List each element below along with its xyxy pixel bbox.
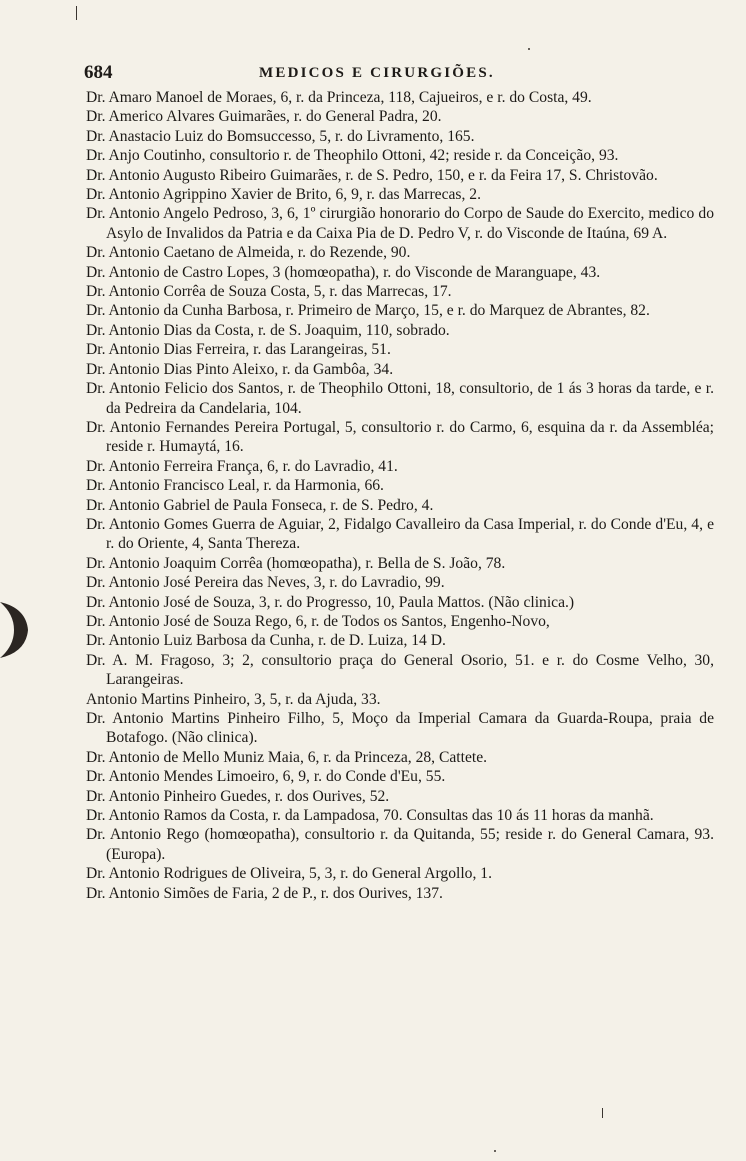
directory-entry: Dr. Antonio Fernandes Pereira Portugal, 5, consultorio r. do Carmo, 6, esquina da r. da Assembléa; reside r. Humaytá, 16. [86,418,714,456]
page-number: 684 [84,62,113,83]
directory-entry: Dr. Antonio Ramos da Costa, r. da Lampadosa, 70. Consultas das 10 ás 11 horas da manhã. [86,807,654,825]
directory-entry: Dr. Antonio Francisco Leal, r. da Harmonia, 66. [86,477,384,495]
directory-entry: Dr. Antonio Dias Pinto Aleixo, r. da Gambôa, 34. [86,360,394,378]
directory-entry: Dr. Antonio Caetano de Almeida, r. do Rezende, 90. [86,244,411,262]
directory-entry: Dr. Antonio Rodrigues de Oliveira, 5, 3, r. do General Argollo, 1. [86,865,492,883]
directory-entry: Dr. Antonio Augusto Ribeiro Guimarães, r. de S. Pedro, 150, e r. da Feira 17, S. Christovão. [86,166,658,184]
directory-entry: Antonio Martins Pinheiro, 3, 5, r. da Ajuda, 33. [86,690,381,708]
directory-entry: Dr. A. M. Fragoso, 3; 2, consultorio praça do General Osorio, 51. e r. do Cosme Velho, 30, Larangeiras. [86,651,714,689]
directory-entry: Dr. Antonio de Mello Muniz Maia, 6, r. da Princeza, 28, Cattete. [86,748,488,766]
directory-entry: Dr. Americo Alvares Guimarães, r. do General Padra, 20. [86,108,442,126]
directory-entry: Dr. Antonio Agrippino Xavier de Brito, 6, 9, r. das Marrecas, 2. [86,186,481,204]
directory-entry: Dr. Anjo Coutinho, consultorio r. de Theophilo Ottoni, 42; reside r. da Conceição, 93. [86,147,619,165]
directory-entry: Dr. Antonio Joaquim Corrêa (homœopatha), r. Bella de S. João, 78. [86,554,506,572]
directory-entry: Dr. Antonio Dias da Costa, r. de S. Joaquim, 110, sobrado. [86,321,450,339]
directory-entry: Dr. Amaro Manoel de Moraes, 6, r. da Princeza, 118, Cajueiros, e r. do Costa, 49. [86,89,592,106]
directory-entry: Dr. Antonio Rego (homœopatha), consultorio r. da Quitanda, 55; reside r. do General Camara, 93. (Europa). [86,826,714,863]
directory-entry: Dr. Antonio de Castro Lopes, 3 (homœopatha), r. do Visconde de Maranguape, 43. [86,263,601,281]
directory-entry: Dr. Antonio Mendes Limoeiro, 6, 9, r. do Conde d'Eu, 55. [86,768,446,786]
page-header [84,62,724,86]
directory-entries [86,88,714,903]
directory-entry: Dr. Antonio Luiz Barbosa da Cunha, r. de D. Luiza, 14 D. [86,632,446,650]
directory-entry: Dr. Antonio Dias Ferreira, r. das Larangeiras, 51. [86,341,391,359]
directory-entry: Dr. Antonio da Cunha Barbosa, r. Primeiro de Março, 15, e r. do Marquez de Abrantes, 82. [86,302,650,320]
directory-entry: Dr. Antonio José de Souza, 3, r. do Progresso, 10, Paula Mattos. (Não clinica.) [86,593,575,611]
directory-entry: Dr. Antonio Simões de Faria, 2 de P., r. dos Ourives, 137. [86,884,443,902]
directory-entry: Dr. Antonio Angelo Pedroso, 3, 6, 1º cirurgião honorario do Corpo de Saude do Exercito, medico do Asylo de Invalidos da Patria e da Caixa Pia de D. Pedro V, r. do Visconde de Itaúna, 69 A. [86,205,714,242]
directory-entry: Dr. Antonio José Pereira das Neves, 3, r. do Lavradio, 99. [86,574,445,592]
directory-entry: Dr. Antonio Ferreira França, 6, r. do Lavradio, 41. [86,457,398,475]
directory-entry: Dr. Antonio Felicio dos Santos, r. de Theophilo Ottoni, 18, consultorio, de 1 ás 3 horas da tarde, e r. da Pedreira da Candelaria, 104. [86,380,714,417]
running-title: MEDICOS E CIRURGIÕES. [259,65,495,81]
directory-entry: Dr. Antonio Martins Pinheiro Filho, 5, Moço da Imperial Camara da Guarda-Roupa, praia de Botafogo. (Não clinica). [86,710,714,747]
directory-entry: Dr. Antonio Pinheiro Guedes, r. dos Ourives, 52. [86,787,390,805]
directory-entry: Dr. Antonio Gomes Guerra de Aguiar, 2, Fidalgo Cavalleiro da Casa Imperial, r. do Conde d'Eu, 4, e r. do Oriente, 4, Santa Thereza. [86,515,714,553]
page-edge-blot [0,598,32,662]
directory-entry: Dr. Anastacio Luiz do Bomsuccesso, 5, r. do Livramento, 165. [86,127,475,145]
directory-entry: Dr. Antonio José de Souza Rego, 6, r. de Todos os Santos, Engenho-Novo, [86,612,550,630]
directory-entry: Dr. Antonio Gabriel de Paula Fonseca, r. de S. Pedro, 4. [86,496,434,514]
directory-entry: Dr. Antonio Corrêa de Souza Costa, 5, r. das Marrecas, 17. [86,283,452,301]
